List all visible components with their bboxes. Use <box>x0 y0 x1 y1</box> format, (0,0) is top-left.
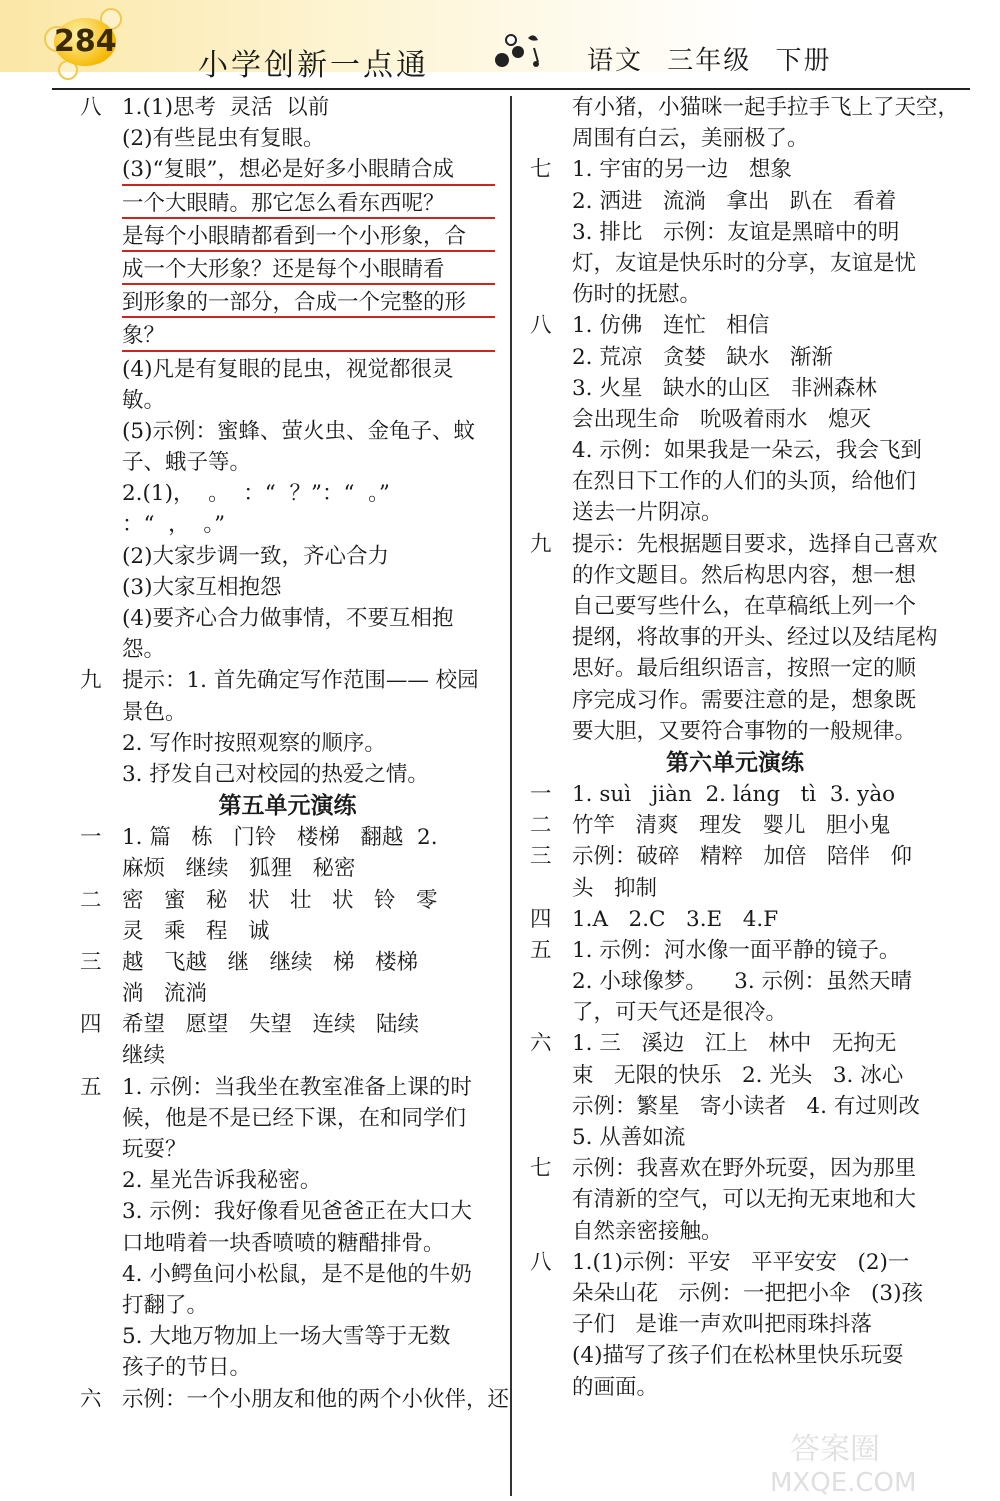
answer-line: 2. 星光告诉我秘密。 <box>122 1168 322 1194</box>
answer-line: 敏。 <box>122 387 166 413</box>
answer-line: 1.(1)示例：平安 平平安安 (2)一 <box>572 1249 910 1275</box>
answer-line: 象？ <box>122 320 495 351</box>
answer-line: 朵朵山花 示例：一把把小伞 (3)孩 <box>572 1280 923 1306</box>
answer-entry <box>80 822 495 884</box>
answer-line: 麻烦 继续 狐狸 秘密 <box>122 856 356 882</box>
answer-entry <box>80 1009 495 1071</box>
book-title: 小学创新一点通 <box>198 48 429 83</box>
answer-entry <box>530 529 940 747</box>
answer-line: 自然亲密接触。 <box>572 1218 723 1244</box>
answer-line: (2)有些昆虫有复眼。 <box>122 126 325 152</box>
answer-line: (5)示例：蜜蜂、萤火虫、金龟子、蚊 <box>122 418 475 444</box>
answer-line: 候，他是不是已经下课，在和同学们 <box>122 1105 467 1131</box>
answer-line: 希望 愿望 失望 连续 陆续 <box>122 1012 420 1038</box>
answer-line: 3. 火星 缺水的山区 非洲森林 <box>572 375 877 401</box>
question-number: 六 <box>80 1386 102 1412</box>
answer-line: 提示：先根据题目要求，选择自己喜欢 <box>572 531 938 557</box>
answer-entry <box>80 1384 510 1415</box>
answer-line: 怨。 <box>122 637 166 663</box>
answer-line: 1. 示例：当我坐在教室准备上课的时 <box>122 1074 472 1100</box>
answer-entry <box>530 904 940 935</box>
subject-grade: 语文 三年级 下册 <box>587 46 832 76</box>
answer-entry <box>530 92 960 154</box>
answer-line: 的画面。 <box>572 1374 659 1400</box>
answer-line: 3. 示例：我好像看见爸爸正在大口大 <box>122 1199 472 1225</box>
answer-entry <box>530 310 940 528</box>
answer-line: 伤时的抚慰。 <box>572 282 702 308</box>
question-number: 二 <box>80 887 102 913</box>
answer-line: 示例：我喜欢在野外玩耍，因为那里 <box>572 1156 917 1182</box>
question-number: 四 <box>80 1012 102 1038</box>
answer-line: 灯，友谊是快乐时的分享，友谊是忧 <box>572 250 917 276</box>
page-number: 284 <box>54 18 116 66</box>
question-number <box>80 354 122 666</box>
answer-line: 会出现生命 吮吸着雨水 熄灭 <box>572 406 872 432</box>
answer-line: 景色。 <box>122 699 187 725</box>
answer-line: 2.(1)， 。 ：“ ？”：“ 。” <box>122 481 390 507</box>
header-rule <box>52 88 970 90</box>
answer-entry <box>80 885 495 947</box>
question-number: 五 <box>530 937 552 963</box>
answer-line: 示例：繁星 寄小读者 4. 有过则改 <box>572 1093 920 1119</box>
answer-line: 了，可天气还是很冷。 <box>572 1000 788 1026</box>
answer-line: 1.A 2.C 3.E 4.F <box>572 906 779 932</box>
answer-line: 1.(1)思考 灵活 以前 <box>122 95 330 120</box>
answer-line: 成一个大形象？还是每个小眼睛看 <box>122 254 495 285</box>
answer-line: (2)大家步调一致，齐心合力 <box>122 543 389 569</box>
question-number: 三 <box>530 844 552 870</box>
answer-entry <box>80 947 495 1009</box>
question-number: 九 <box>530 531 552 557</box>
answer-line: 示例：破碎 精粹 加倍 陪伴 仰 <box>572 844 913 870</box>
column-divider <box>510 96 512 1496</box>
answer-line: (4)描写了孩子们在松林里快乐玩耍 <box>572 1343 904 1369</box>
answer-line: 4. 示例：如果我是一朵云，我会飞到 <box>572 438 922 464</box>
question-number: 七 <box>530 157 552 183</box>
answer-line: 示例：一个小朋友和他的两个小伙伴，还 <box>122 1386 510 1412</box>
answer-entry <box>80 92 495 154</box>
answer-line: 周围有白云，美丽极了。 <box>572 126 809 152</box>
answer-line: 头 抑制 <box>572 875 658 901</box>
answer-line: 口地啃着一块香喷喷的糖醋排骨。 <box>122 1230 445 1256</box>
answer-line: (3)大家互相抱怨 <box>122 574 282 600</box>
answer-line: 要大胆，又要符合事物的一般规律。 <box>572 718 917 744</box>
question-number: 六 <box>530 1031 552 1057</box>
watermark-logo-text: 答案圈 <box>790 1432 880 1467</box>
answer-line: (4)凡是有复眼的昆虫，视觉都很灵 <box>122 356 454 382</box>
answer-line: 3. 抒发自己对校园的热爱之情。 <box>122 761 429 787</box>
answer-line: 玩耍？ <box>122 1137 187 1162</box>
answer-line: 一个大眼睛。那它怎么看东西呢？ <box>122 188 495 219</box>
question-number: 二 <box>530 813 552 839</box>
answer-entry <box>530 1153 940 1247</box>
question-number: 八 <box>530 313 552 339</box>
left-column <box>80 92 510 1415</box>
answer-line: 送去一片阴凉。 <box>572 500 723 526</box>
question-number: 一 <box>80 825 102 851</box>
answer-line: 2. 小球像梦。 3. 示例：虽然天晴 <box>572 969 913 995</box>
answer-line: 有小猪，小猫咪一起手拉手飞上了天空， <box>572 95 960 120</box>
answer-line: 打翻了。 <box>122 1292 209 1318</box>
answer-line: 束 无限的快乐 2. 光头 3. 冰心 <box>572 1062 904 1088</box>
answer-entry <box>530 779 940 810</box>
answer-entry <box>530 841 940 903</box>
answer-line: 1. 宇宙的另一边 想象 <box>572 157 792 183</box>
answer-line: 1. 篇 栋 门铃 楼梯 翻越 2. <box>122 825 438 851</box>
answer-line: 4. 小鳄鱼问小松鼠，是不是他的牛奶 <box>122 1261 472 1287</box>
answer-line: (3)“复眼”，想必是好多小眼睛合成 <box>122 154 495 185</box>
question-number: 三 <box>80 949 102 975</box>
answer-entry <box>80 1072 495 1384</box>
answer-line: 提示：1. 首先确定写作范围—— 校园 <box>122 668 479 694</box>
watermark-url: MXQE.COM <box>770 1468 917 1497</box>
answer-line: 3. 排比 示例：友谊是黑暗中的明 <box>572 219 900 245</box>
answer-line: 5. 大地万物加上一场大雪等于无数 <box>122 1324 451 1350</box>
watermark-logo <box>750 1425 990 1497</box>
answer-line: 竹竿 清爽 理发 婴儿 胆小鬼 <box>572 813 891 839</box>
answer-line: 5. 从善如流 <box>572 1125 686 1151</box>
answer-line: 是每个小眼睛都看到一个小形象，合 <box>122 221 495 252</box>
answer-line: 子、蛾子等。 <box>122 450 252 476</box>
answer-line: 在烈日下工作的人们的头顶，给他们 <box>572 469 917 495</box>
answer-line: 1. suì jiàn 2. láng tì 3. yào <box>572 781 896 807</box>
answer-line: (4)要齐心合力做事情，不要互相抱 <box>122 606 454 631</box>
answer-line: 序完成习作。需要注意的是，想象既 <box>572 687 917 713</box>
answer-entry <box>530 1247 940 1403</box>
question-number: 九 <box>80 668 102 694</box>
answer-line: 孩子的节日。 <box>122 1355 252 1381</box>
answer-line: 1. 示例：河水像一面平静的镜子。 <box>572 937 901 963</box>
question-number: 八 <box>80 95 102 120</box>
question-number <box>530 92 572 154</box>
answer-line: 灵 乘 程 诚 <box>122 918 270 944</box>
answer-line: 思好。最后组织语言，按照一定的顺 <box>572 656 917 682</box>
answer-line: 提纲，将故事的开头、经过以及结尾构 <box>572 625 938 651</box>
section-heading: 第五单元演练 <box>218 793 357 820</box>
answer-entry <box>530 154 940 310</box>
answer-line: 1. 仿佛 连忙 相信 <box>572 313 770 339</box>
answer-line: 1. 三 溪边 江上 林中 无拘无 <box>572 1031 897 1057</box>
answer-entry <box>80 354 495 666</box>
answer-line: 自己要写些什么，在草稿纸上列一个 <box>572 594 917 619</box>
question-number: 五 <box>80 1074 102 1100</box>
answer-line: 2. 写作时按照观察的顺序。 <box>122 730 386 756</box>
answer-line: 密 蜜 秘 状 壮 状 铃 零 <box>122 887 438 913</box>
answer-entry <box>530 810 940 841</box>
answer-line: 有清新的空气，可以无拘无束地和大 <box>572 1187 917 1213</box>
answer-line: 到形象的一部分，合成一个完整的形 <box>122 287 495 318</box>
question-number: 八 <box>530 1249 552 1275</box>
answer-line: 越 飞越 继 继续 梯 楼梯 <box>122 949 419 975</box>
question-number <box>80 154 122 353</box>
question-number: 四 <box>530 906 552 932</box>
answer-entry <box>80 665 495 790</box>
answer-line: 子们 是谁一声欢叫把雨珠抖落 <box>572 1312 873 1338</box>
answer-line: ：“ ， 。” <box>122 512 226 538</box>
answer-line: 继续 <box>122 1043 166 1069</box>
answer-line: 2. 荒凉 贪婪 缺水 渐渐 <box>572 344 833 370</box>
section-heading: 第六单元演练 <box>666 749 804 776</box>
answer-entry <box>530 1028 940 1153</box>
right-column <box>530 92 960 1403</box>
answer-line: 2. 洒进 流淌 拿出 趴在 看着 <box>572 188 897 214</box>
answer-line: 的作文题目。然后构思内容，想一想 <box>572 562 917 588</box>
question-number: 七 <box>530 1156 552 1182</box>
answer-entry <box>530 935 940 1029</box>
answer-line: 淌 流淌 <box>122 981 208 1007</box>
music-notes-icon <box>490 30 550 74</box>
question-number: 一 <box>530 781 552 807</box>
answer-entry <box>80 154 495 353</box>
